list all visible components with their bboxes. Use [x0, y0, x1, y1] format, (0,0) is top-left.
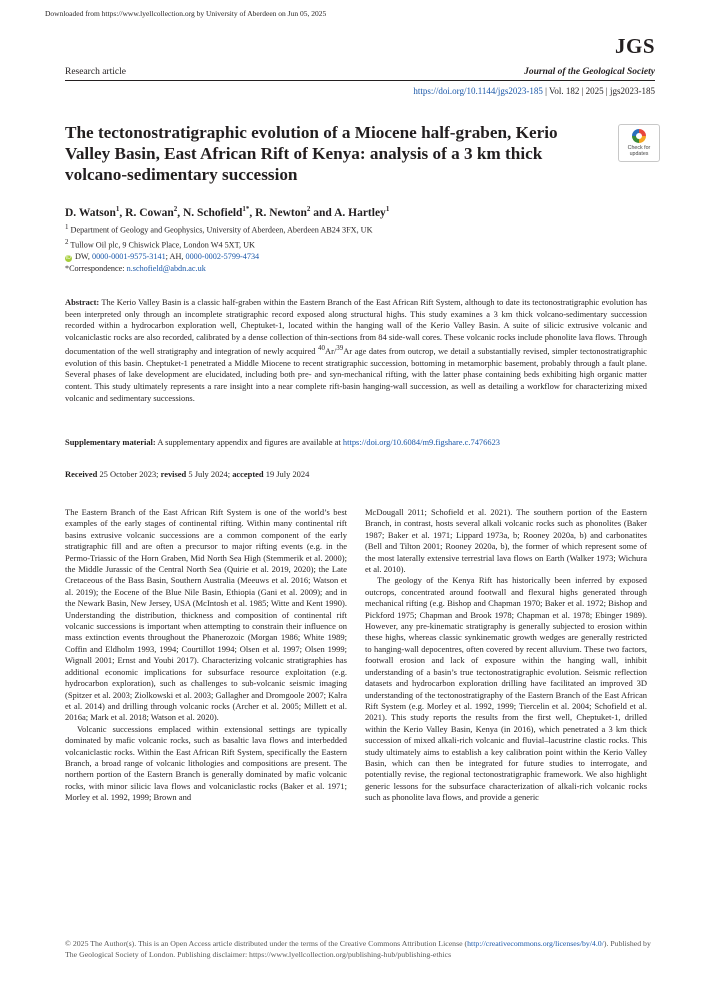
check-for-updates-icon	[632, 129, 646, 143]
header-rule	[65, 80, 655, 81]
body-paragraph: McDougall 2011; Schofield et al. 2021). The southern portion of the Eastern Branch, in contrast, hosts several alkali volcanic rocks such as phonolites (Baker 1987; Baker et al. 1971; Lippard 1973a, b; Rooney 2020a, b) and carbonatites (Bell and Tilton 2001; Rooney 2020a, b), the former of which represent some of the most laterally extensive terrestrial lava flows on Earth (Walker 1973; Wichura et al. 2010).	[365, 507, 647, 575]
orcid-ah-link[interactable]: 0000-0002-5799-4734	[185, 252, 260, 262]
license-text-b: ). Published by The Geological Society of London. Publishing disclaimer: https://www.lyellcollection.org/publishing-hub/publishing-ethics	[65, 939, 651, 959]
journal-logo: JGS	[614, 34, 655, 58]
received-date: 25 October 2023;	[97, 469, 161, 479]
author-separator: ,	[177, 206, 183, 219]
orcid-ah-label: ; AH,	[165, 252, 186, 262]
author-name: R. Newton	[255, 206, 307, 219]
article-dates	[65, 469, 309, 479]
abstract	[65, 297, 647, 404]
author-name: D. Watson	[65, 206, 116, 219]
supplementary-material	[65, 437, 647, 449]
affiliation-2-number: 2	[65, 237, 69, 246]
abstract-ar: Ar/	[324, 346, 337, 357]
affiliations	[65, 222, 373, 275]
revised-date: 5 July 2024;	[186, 469, 233, 479]
license-footer	[65, 939, 655, 960]
correspondence-line	[65, 263, 373, 275]
affiliation-1-text: Department of Geology and Geophysics, University of Aberdeen, Aberdeen AB24 3FX, UK	[68, 225, 373, 235]
badge-line1: Check for	[627, 145, 651, 151]
license-link[interactable]: http://creativecommons.org/licenses/by/4.0/	[467, 939, 604, 948]
affiliation-1-number: 1	[65, 223, 69, 231]
body-column-right	[365, 507, 647, 804]
author-affil-sup: 1	[115, 205, 120, 213]
article-title: The tectonostratigraphic evolution of a Miocene half-graben, Kerio Valley Basin, East African Rift of Kenya: analysis of a 3 km thick volcano-sedimentary succession	[65, 123, 558, 184]
affiliation-1	[65, 222, 373, 237]
doi-link[interactable]: https://doi.org/10.1144/jgs2023-185	[413, 86, 543, 96]
abstract-sup-39: 39	[336, 344, 344, 353]
author-name: N. Schofield	[182, 206, 243, 219]
author-affil-sup: 1	[385, 205, 390, 213]
supplementary-label: Supplementary material:	[65, 437, 156, 447]
abstract-text-a: The Kerio Valley Basin is a classic half-graben within the Eastern Branch of the East African Rift System, although to date its tectonostratigraphic evolution has been interpreted only through an incomplete stratigraphic record exposed along structural highs. This study examines a 3 km thick volcano-sedimentary succession recorded within a hydrocarbon exploration well, Cheptuket-1, located within the hanging wall of the Kerio Valley Basin. A suite of silicic extrusive volcanic and volcaniclastic rocks are also recorded, calibrated by a dense collection of thin-sections from 84 side-wall cores. These volcanic rocks include phonolite lava flows. Through documentation of the well stratigraphy and integration of newly acquired	[65, 297, 647, 357]
author-affil-sup: 2	[173, 205, 178, 213]
received-label: Received	[65, 469, 98, 479]
journal-name: Journal of the Geological Society	[524, 67, 655, 77]
check-for-updates-badge[interactable]	[618, 124, 660, 162]
accepted-label: accepted	[232, 469, 264, 479]
citation-rest: | Vol. 182 | 2025 | jgs2023-185	[542, 86, 655, 96]
supplementary-text: A supplementary appendix and figures are available at	[155, 437, 343, 447]
orcid-icon: iD	[66, 255, 71, 262]
revised-label: revised	[160, 469, 187, 479]
affiliation-2-text: Tullow Oil plc, 9 Chiswick Place, London W4 5XT, UK	[68, 240, 255, 250]
article-type: Research article	[65, 67, 126, 77]
author-affil-sup: 1*	[242, 205, 250, 213]
badge-text	[619, 145, 659, 157]
body-paragraph: Volcanic successions emplaced within extensional settings are typically dominated by mafic volcanic rocks, such as basaltic lava flows and interbedded volcaniclastic rocks. Within the East African Rift System, specifically the Eastern Branch, a broad range of volcanic lithologies and compositions are present. The northern portion of the Eastern Branch is generally dominated by mafic volcanic rocks, with minor silicic lava flows and volcaniclastic rocks (Baker et al. 1971; Morley et al. 1992, 1999; Brown and	[65, 723, 347, 803]
author-separator: ,	[249, 206, 256, 219]
abstract-sup-40: 40	[317, 344, 325, 353]
correspondence-email-link[interactable]: n.schofield@abdn.ac.uk	[126, 263, 206, 273]
author-affil-sup: 2	[306, 205, 311, 213]
abstract-label: Abstract:	[65, 297, 100, 307]
citation-line	[413, 86, 655, 96]
author-separator: and	[310, 206, 335, 219]
orcid-line	[65, 251, 373, 263]
badge-line2: updates	[629, 151, 649, 157]
author-list	[65, 205, 389, 219]
author-name: A. Hartley	[334, 206, 386, 219]
abstract-text-b: Ar age dates from outcrop, we detail a substantially revised, simpler tectonostratigraphic evolution of this basin. Cheptuket-1 penetrated a Middle Miocene to recent stratigraphic succession, bottoming in metamorphic basement, probably through a fault plane. Several phases of lake development are elucidated, including both pre- and syn-mechanical rifting, with the latter phase containing beds exhibiting high organic matter content. This study ultimately represents a rare insight into a near complete rift-basin hanging-wall succession, as well as detailing a workflow for characterizing mixed volcanic and sedimentary successions.	[65, 346, 648, 403]
author-name: R. Cowan	[125, 206, 174, 219]
author-separator: ,	[119, 206, 126, 219]
body-column-left	[65, 507, 347, 804]
accepted-date: 19 July 2024	[263, 469, 310, 479]
orcid-dw-link[interactable]: 0000-0001-9575-3141	[91, 252, 166, 262]
affiliation-2	[65, 237, 373, 252]
orcid-dw-label: DW,	[75, 252, 92, 262]
body-paragraph: The Eastern Branch of the East African Rift System is one of the world’s best examples of the early stages of continental rifting. Within many continental rift basins extrusive volcanic successions are a common component of the early stratigraphic fill and are often a precursor to major rifting events (e.g. in the Permo-Triassic of the Horn Graben, Mid North Sea High (Stemmerik et al. 2000); the Middle Jurassic of the Central North Sea (Quirie et al. 2019, 2020); the Late Cretaceous of the Bass Basin, Southern Australia (Meeuws et al. 2016; Watson et al. 2019); the Eocene of the Blue Nile Basin, Ethiopia (Gani et al. 2009); and in the Newark Basin, New Jersey, USA (McIntosh et al. 1985; Witte and Kent 1990). Understanding the distribution, thickness and composition of continental rift volcanic successions is important when attempting to constrain their influence on mass extinction events throughout the Phanerozoic (Morgan 1986; White 1989; Coffin and Eldholm 1993, 1994; Courtillot 1994; Olsen et al. 1997; Olsen 1999; Wignall 2001; Ernst and Youbi 2017). Characterizing volcanic stratigraphies has additional economic implications for subsurface resource exploitation (e.g. hydrocarbon exploration), such as challenges to sub-volcanic seismic imaging (Spitzer et al. 2003; Ziolkowski et al. 2003; Gallagher and Dromgoole 2007; Kalra et al. 2014) and drilling through volcanic rocks (Archer et al. 2005; Millett et al. 2016a; Mark et al. 2018; Watson et al. 2020).	[65, 507, 347, 723]
supplementary-link[interactable]: https://doi.org/10.6084/m9.figshare.c.7476623	[342, 437, 501, 447]
download-notice: Downloaded from https://www.lyellcollection.org by University of Aberdeen on Jun 05, 2025	[45, 9, 327, 18]
body-paragraph: The geology of the Kenya Rift has historically been inferred by exposed outcrops, concentrated around footwall and flexural highs generated through mechanical rifting (e.g. Bishop and Chapman 1970; Baker et al. 1972; Bishop and Pickford 1975; Chapman and Brook 1978; Chapman et al. 1978; Ebinger 1989). However, any pre-kinematic stratigraphy is generally subjected to erosion within these highs, whereas classic synkinematic growth wedges are generally restricted to hanging-wall depocentres, often covered by recent alluvium. These two factors, footwall erosion and lack of exposure within the hanging wall, inhibit understanding of a basin’s true tectonostratigraphic evolution. Seismic reflection datasets and hydrocarbon exploration drilling have facilitated an improved 3D understanding of the tectonostratigraphy of the Eastern Branch of the East African Rift System (e.g. Morley et al. 1992, 1999; Tiercelin et al. 2004; Schofield et al. 2021). This study reports the results from the first well, Cheptuket-1, drilled within the Kerio Valley Basin, Kenya (in 2016), which penetrated a 3 km thick succession of mixed alkali-rich volcanic and fluvial–lacustrine clastic rocks. This study ultimately aims to establish a key calibration point within the Kerio Valley Basin, which can then be integrated for future studies to interrogate, and potentially revise, the regional tectonostratigraphic framework. We also highlight generic lessons for the subsurface characterization of alkali-rich volcanic rocks such as phonolite lava flows, and provide a generic	[365, 575, 647, 803]
license-text-a: © 2025 The Author(s). This is an Open Access article distributed under the terms of the Creative Commons Attribution License (	[65, 939, 468, 948]
correspondence-label: *Correspondence:	[65, 263, 127, 273]
